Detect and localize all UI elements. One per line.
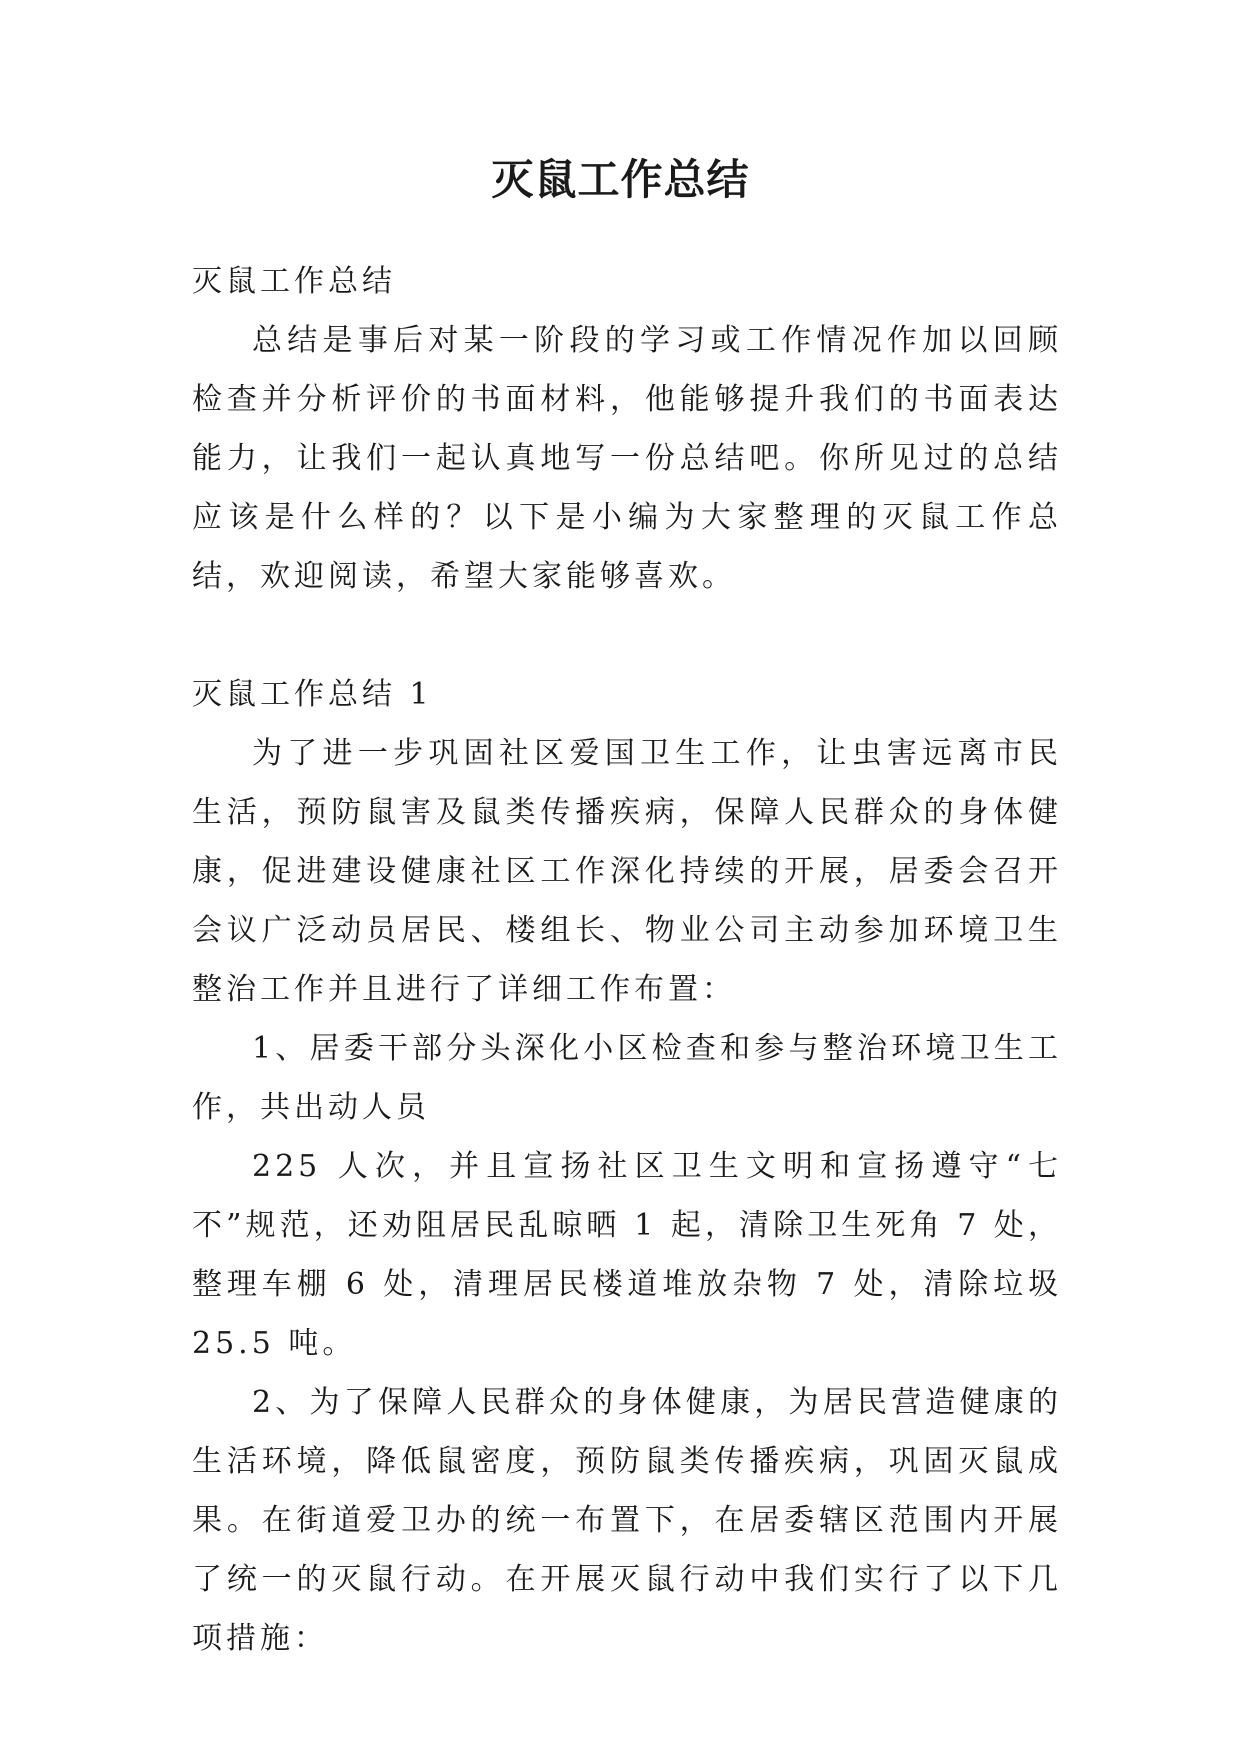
list-item-1-continued: 225 人次，并且宣扬社区卫生文明和宣扬遵守“七不”规范，还劝阻居民乱晾晒 1 起，清除卫生死角 7 处，整理车棚 6 处，清理居民楼道堆放杂物 7 处，清除垃圾 25.5 吨。	[192, 1149, 1062, 1361]
document-body	[192, 252, 1062, 1668]
list-item-2: 2、为了保障人民群众的身体健康，为居民营造健康的生活环境，降低鼠密度，预防鼠类传播疾病，巩固灭鼠成果。在街道爱卫办的统一布置下，在居委辖区范围内开展了统一的灭鼠行动。在开展灭鼠行动中我们实行了以下几项措施：	[192, 1385, 1062, 1656]
section-heading: 灭鼠工作总结 1	[192, 677, 433, 712]
section-paragraph: 为了进一步巩固社区爱国卫生工作，让虫害远离市民生活，预防鼠害及鼠类传播疾病，保障人民群众的身体健康，促进建设健康社区工作深化持续的开展，居委会召开会议广泛动员居民、楼组长、物业公司主动参加环境卫生整治工作并且进行了详细工作布置：	[192, 736, 1062, 1007]
intro-paragraph: 总结是事后对某一阶段的学习或工作情况作加以回顾检查并分析评价的书面材料，他能够提升我们的书面表达能力，让我们一起认真地写一份总结吧。你所见过的总结应该是什么样的？以下是小编为大家整理的灭鼠工作总结，欢迎阅读，希望大家能够喜欢。	[192, 323, 1062, 594]
document-title: 灭鼠工作总结	[491, 155, 750, 204]
list-item-1: 1、居委干部分头深化小区检查和参与整治环境卫生工作，共出动人员	[192, 1031, 1062, 1125]
document-subtitle: 灭鼠工作总结	[192, 264, 396, 299]
paragraph-gap	[192, 606, 1062, 665]
